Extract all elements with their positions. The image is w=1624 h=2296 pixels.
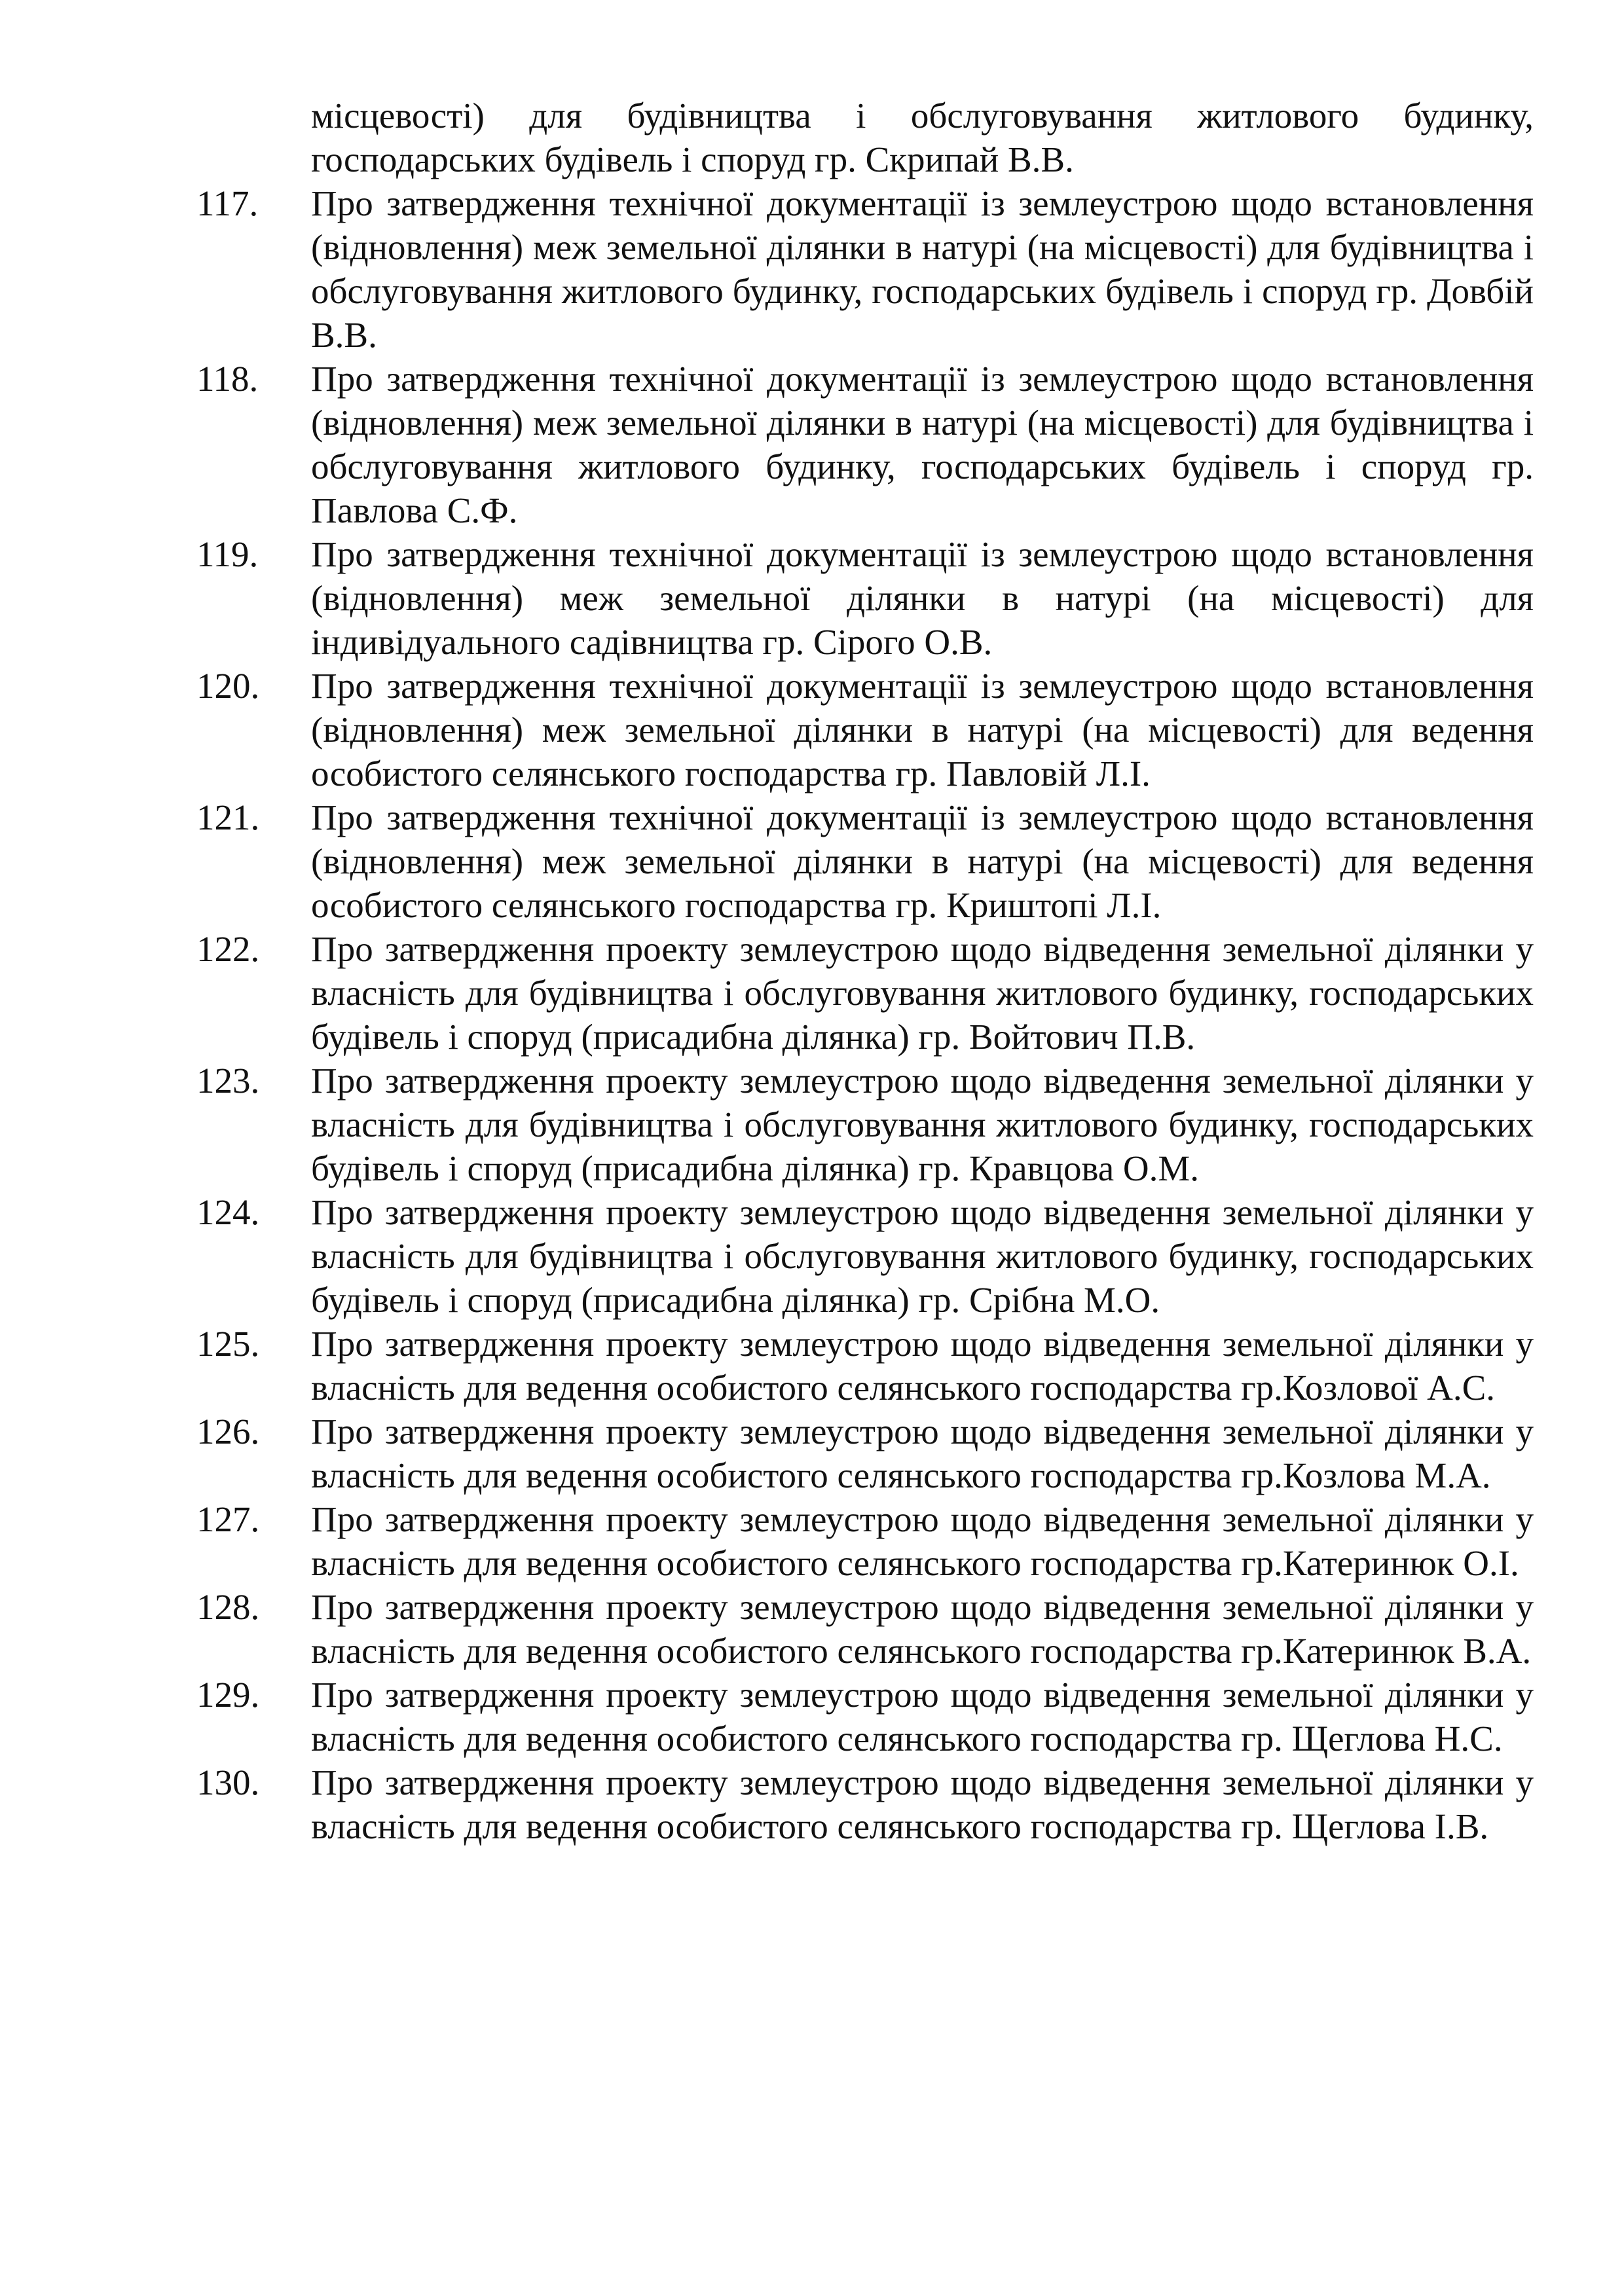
- item-number: 120.: [196, 666, 260, 706]
- agenda-item: [196, 181, 1534, 357]
- item-text: Про затвердження технічної документації із землеустрою щодо встановлення (відновлення) меж земельної ділянки в натурі (на місцевості) для будівництва і обслуговування житлового будинку, господарських будівель і споруд гр. Довбій В.В.: [311, 183, 1534, 355]
- agenda-item: [196, 1190, 1534, 1322]
- agenda-list: [196, 94, 1534, 1848]
- agenda-item: [196, 1059, 1534, 1190]
- item-number: 130.: [196, 1762, 260, 1802]
- item-text: Про затвердження технічної документації із землеустрою щодо встановлення (відновлення) меж земельної ділянки в натурі (на місцевості) для ведення особистого селянського господарства гр. Криштопі Л.І.: [311, 797, 1534, 925]
- agenda-item: [196, 1760, 1534, 1848]
- item-text: Про затвердження проекту землеустрою щодо відведення земельної ділянки у власність для ведення особистого селянського господарства гр.Катеринюк О.І.: [311, 1499, 1534, 1583]
- item-number: 128.: [196, 1587, 260, 1627]
- item-number: 123.: [196, 1061, 260, 1101]
- item-text: Про затвердження проекту землеустрою щодо відведення земельної ділянки у власність для будівництва і обслуговування житлового будинку, господарських будівель і споруд (присадибна ділянка) гр. Срібна М.О.: [311, 1192, 1534, 1320]
- item-text: Про затвердження проекту землеустрою щодо відведення земельної ділянки у власність для ведення особистого селянського господарства гр. Щеглова І.В.: [311, 1762, 1534, 1846]
- item-text: Про затвердження проекту землеустрою щодо відведення земельної ділянки у власність для ведення особистого селянського господарства гр.Козлової А.С.: [311, 1324, 1534, 1408]
- item-text: Про затвердження проекту землеустрою щодо відведення земельної ділянки у власність для ведення особистого селянського господарства гр.Козлова М.А.: [311, 1412, 1534, 1495]
- item-text: Про затвердження проекту землеустрою щодо відведення земельної ділянки у власність для будівництва і обслуговування житлового будинку, господарських будівель і споруд (присадибна ділянка) гр. Кравцова О.М.: [311, 1061, 1534, 1188]
- item-text: Про затвердження технічної документації із землеустрою щодо встановлення (відновлення) меж земельної ділянки в натурі (на місцевості) для ведення особистого селянського господарства гр. Павловій Л.І.: [311, 666, 1534, 793]
- item-number: 117.: [196, 183, 259, 223]
- agenda-item: [196, 1673, 1534, 1760]
- agenda-item: [196, 357, 1534, 532]
- agenda-item: [196, 795, 1534, 927]
- agenda-items: [196, 181, 1534, 1848]
- agenda-item: [196, 532, 1534, 664]
- item-number: 126.: [196, 1412, 260, 1451]
- agenda-item: [196, 1497, 1534, 1585]
- item-number: 121.: [196, 797, 260, 837]
- agenda-item: [196, 927, 1534, 1059]
- item-number: 124.: [196, 1192, 260, 1232]
- item-number: 129.: [196, 1675, 260, 1715]
- item-text: Про затвердження технічної документації із землеустрою щодо встановлення (відновлення) меж земельної ділянки в натурі (на місцевості) для будівництва і обслуговування житлового будинку, господарських будівель і споруд гр. Павлова С.Ф.: [311, 359, 1534, 530]
- continued-item-text: місцевості) для будівництва і обслуговування житлового будинку, господарських будівель і споруд гр. Скрипай В.В.: [311, 96, 1534, 179]
- item-text: Про затвердження проекту землеустрою щодо відведення земельної ділянки у власність для ведення особистого селянського господарства гр. Щеглова Н.С.: [311, 1675, 1534, 1758]
- item-number: 122.: [196, 929, 260, 969]
- item-number: 119.: [196, 534, 259, 574]
- agenda-item: [196, 1410, 1534, 1497]
- agenda-item: [196, 1585, 1534, 1673]
- item-number: 118.: [196, 359, 259, 399]
- item-text: Про затвердження технічної документації із землеустрою щодо встановлення (відновлення) меж земельної ділянки в натурі (на місцевості) для індивідуального садівництва гр. Сірого О.В.: [311, 534, 1534, 662]
- agenda-item: [196, 1322, 1534, 1410]
- item-text: Про затвердження проекту землеустрою щодо відведення земельної ділянки у власність для ведення особистого селянського господарства гр.Катеринюк В.А.: [311, 1587, 1534, 1671]
- agenda-item: [196, 664, 1534, 795]
- item-text: Про затвердження проекту землеустрою щодо відведення земельної ділянки у власність для будівництва і обслуговування житлового будинку, господарських будівель і споруд (присадибна ділянка) гр. Войтович П.В.: [311, 929, 1534, 1057]
- item-number: 125.: [196, 1324, 260, 1364]
- item-number: 127.: [196, 1499, 260, 1539]
